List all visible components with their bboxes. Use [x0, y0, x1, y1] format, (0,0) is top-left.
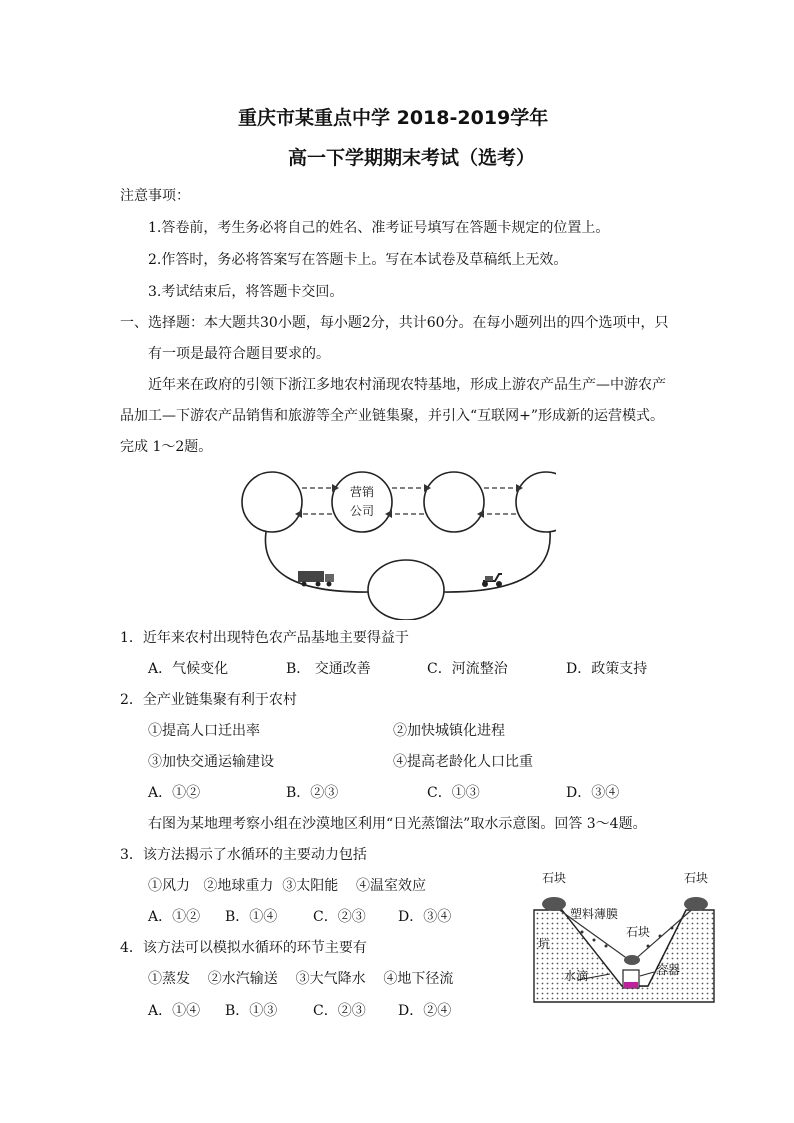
- q4-stem: 4．该方法可以模拟水循环的环节主要有: [120, 940, 367, 956]
- q3-stem: 3．该方法揭示了水循环的主要动力包括: [120, 847, 367, 863]
- q4-option-c: C．②③: [313, 1003, 366, 1019]
- diagram-node-midstream: [424, 472, 484, 532]
- stone-right-icon: [684, 897, 708, 911]
- q1-option-a: A．气候变化: [148, 661, 229, 677]
- label-stone-left: 石块: [541, 871, 567, 885]
- label-container: 容器: [656, 963, 681, 977]
- q4-option-d: D．②④: [398, 1003, 452, 1019]
- q1-stem: 1．近年来农村出现特色农产品基地主要得益于: [120, 630, 409, 646]
- q2-stem: 2．全产业链集聚有利于农村: [120, 692, 297, 708]
- q3-option-a: A．①②: [148, 909, 201, 925]
- section-instructions-line2: 有一项是最符合题目要求的。: [148, 346, 330, 362]
- q3-option-d: D．③④: [398, 909, 452, 925]
- q2-option-c: C．①③: [427, 785, 480, 801]
- passage1-line3: 完成 1～2题。: [120, 439, 213, 455]
- exam-title-line2: 高一下学期期末考试（选考）: [288, 147, 536, 169]
- q2-item-3: ③加快交通运输建设: [148, 754, 274, 770]
- stone-mid-icon: [624, 955, 640, 965]
- industry-chain-diagram: [238, 468, 556, 620]
- q1-option-b: B． 交通改善: [286, 661, 371, 677]
- solar-still-diagram: [520, 866, 720, 1006]
- q2-item-1: ①提高人口迁出率: [148, 723, 260, 739]
- truck-icon: [298, 571, 334, 587]
- diagram-node-bottom: [368, 560, 444, 620]
- q3-items: ①风力 ②地球重力 ③太阳能 ④温室效应: [148, 878, 427, 894]
- stone-left-icon: [542, 897, 566, 911]
- q2-item-2: ②加快城镇化进程: [393, 723, 505, 739]
- notice-heading: 注意事项：: [120, 188, 190, 204]
- exam-title-line1: 重庆市某重点中学 2018-2019学年: [238, 107, 549, 129]
- q2-option-d: D．③④: [566, 785, 620, 801]
- passage2: 右图为某地理考察小组在沙漠地区利用“日光蒸馏法”取水示意图。回答 3～4题。: [148, 816, 647, 832]
- passage1-line2: 品加工—下游农产品销售和旅游等全产业链集聚，并引入“互联网+”形成新的运营模式。: [120, 408, 665, 424]
- label-stone-right: 石块: [683, 871, 709, 885]
- label-water: 水滴: [564, 969, 589, 983]
- marketing-label-top: 营销: [349, 485, 375, 499]
- q4-option-a: A．①④: [148, 1003, 201, 1019]
- q2-item-4: ④提高老龄化人口比重: [393, 754, 533, 770]
- diagram-node-downstream: [516, 472, 556, 532]
- label-pit: 坑: [538, 937, 551, 951]
- q4-option-b: B．①③: [225, 1003, 278, 1019]
- diagram-node-marketing: [332, 472, 392, 532]
- diagram-node-upstream: [242, 472, 302, 532]
- notice-item-2: 2.作答时，务必将答案写在答题卡上。写在本试卷及草稿纸上无效。: [148, 252, 568, 268]
- notice-item-1: 1.答卷前，考生务必将自己的姓名、准考证号填写在答题卡规定的位置上。: [148, 220, 610, 236]
- q1-option-c: C．河流整治: [427, 661, 508, 677]
- marketing-label-bottom: 公司: [349, 504, 375, 518]
- collected-water: [624, 982, 638, 988]
- q2-option-b: B．②③: [286, 785, 339, 801]
- section-instructions-line1: 一、选择题：本大题共30小题，每小题2分，共计60分。在每小题列出的四个选项中，只: [120, 315, 669, 331]
- q2-option-a: A．①②: [148, 785, 201, 801]
- q1-option-d: D．政策支持: [566, 661, 648, 677]
- label-stone-mid: 石块: [626, 925, 651, 939]
- passage1-line1: 近年来在政府的引领下浙江多地农村涌现农特基地，形成上游农产品生产—中游农产: [148, 377, 666, 393]
- q3-option-b: B．①④: [225, 909, 278, 925]
- notice-item-3: 3.考试结束后，将答题卡交回。: [148, 284, 344, 300]
- q3-option-c: C．②③: [313, 909, 366, 925]
- scooter-icon: [482, 574, 502, 587]
- q4-items: ①蒸发 ②水汽输送 ③大气降水 ④地下径流: [148, 971, 454, 987]
- label-plastic-film: 塑料薄膜: [570, 907, 619, 921]
